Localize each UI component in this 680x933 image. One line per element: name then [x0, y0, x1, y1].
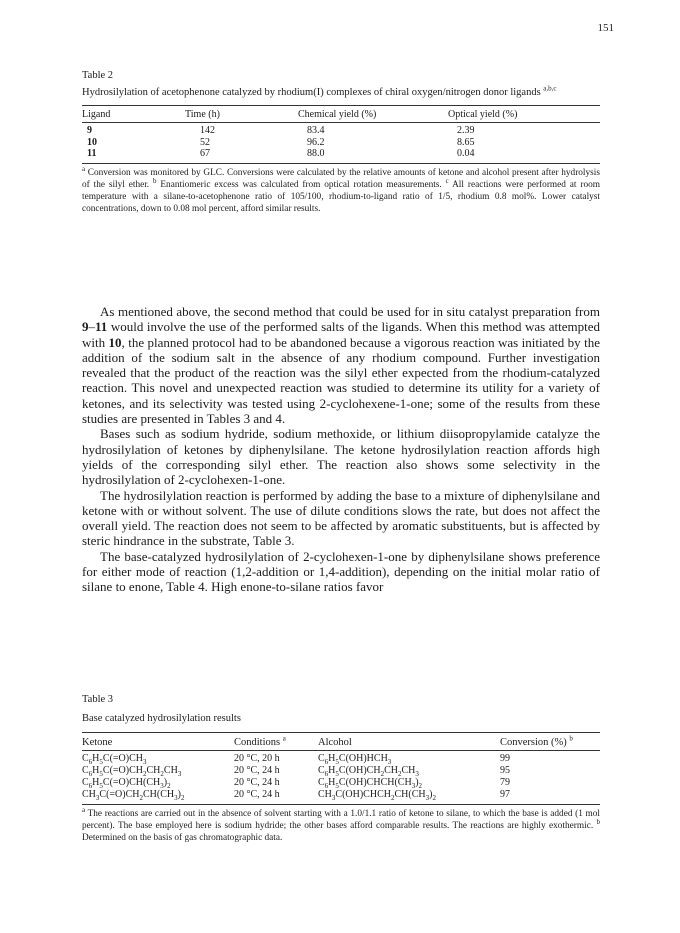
table-2	[82, 105, 600, 164]
table-3-header-alcohol: Alcohol	[318, 733, 500, 751]
table-row	[82, 137, 600, 149]
table-cell: 8.65	[457, 136, 475, 148]
table-2-header-time: Time (h)	[185, 106, 298, 123]
table-row	[82, 751, 600, 766]
table-cell: 96.2	[307, 136, 325, 148]
table-cell: 0.04	[457, 148, 475, 159]
table-2-header-chemical-yield: Chemical yield (%)	[298, 106, 448, 123]
table-cell: $C_6H_5C(OH)HCH_3$	[318, 753, 392, 766]
table-cell: 20 °C, 20 h	[234, 753, 280, 764]
table-3-block	[82, 694, 600, 844]
table-3-header-row	[82, 733, 600, 751]
table-cell: 11	[87, 148, 97, 159]
table-cell: $C_6H_5C(=O)CH(CH_3)_2$	[82, 777, 171, 790]
table-cell: 20 °C, 24 h	[234, 789, 280, 800]
table-2-label: Table 2	[82, 70, 114, 81]
table-cell: 2.39	[457, 125, 475, 136]
table-cell: 67	[200, 148, 210, 159]
table-2-header-optical-yield: Optical yield (%)	[448, 106, 600, 123]
table-2-block	[82, 70, 600, 215]
table-cell: 95	[500, 765, 510, 776]
table-3-header-conversion: Conversion (%) $^b$	[500, 733, 600, 751]
table-2-header-row	[82, 106, 600, 123]
table-2-footnote: $^a$ Conversion was monitored by GLC. Conversions were calculated by the relative amounts of ketone and alcohol present after hydrolysis of the silyl ether. $^b$ Enantiomeric excess was calculated from optical rotation measurements. $^c$ All reactions were performed at room temperature with a silane-to-acetophenone ratio of 105/100, rhodium-to-ligand ratio of 1/5, rhodium 0.8 mol%. Lower catalyst concentrations, down to 0.08 mol percent, afford similar results.	[82, 164, 600, 214]
table-cell: 20 °C, 24 h	[234, 765, 280, 776]
table-3-label: Table 3	[82, 694, 114, 705]
table-row	[82, 123, 600, 137]
table-cell: 83.4	[307, 125, 325, 136]
table-row	[82, 765, 600, 777]
table-3-header-conditions: Conditions $^a$	[234, 733, 318, 751]
table-2-header-ligand: Ligand	[82, 106, 185, 123]
table-cell: $CH_3C(=O)CH_2CH(CH_3)_2$	[82, 789, 185, 802]
table-cell: 52	[200, 136, 210, 148]
table-cell: $C_6H_5C(=O)CH_2CH_2CH_3$	[82, 765, 182, 778]
table-cell: $C_6H_5C(=O)CH_3$	[82, 753, 147, 766]
table-cell: 142	[200, 125, 215, 136]
table-3-header-ketone: Ketone	[82, 733, 234, 751]
table-cell: $CH_3C(OH)CHCH_2CH(CH_3)_2$	[318, 789, 436, 802]
table-3-title: Base catalyzed hydrosilylation results	[82, 713, 241, 724]
table-3-footnote: $^a$ The reactions are carried out in the absence of solvent starting with a 1.0/1.1 ratio of ketone to silane, to which the base is added (1 mol percent). The base employed here is sodium hydride; the other bases afford comparable results. The reactions are highly exothermic. $^b$ Determined on the basis of gas chromatographic data.	[82, 805, 600, 843]
table-row	[82, 789, 600, 805]
body-paragraph: The hydrosilylation reaction is performed by adding the base to a mixture of diphenylsilane and ketone with or without solvent. The use of dilute conditions slows the rate, but does not affect the overall yield. The reaction does not seem to be affected by aromatic substituents, but is affected by steric hindrance in the substrate, Table 3.	[82, 487, 600, 549]
body-text	[82, 304, 600, 595]
table-cell: 97	[500, 789, 510, 800]
table-cell: 20 °C, 24 h	[234, 777, 280, 788]
table-cell: 9	[87, 125, 92, 136]
table-cell: 10	[87, 136, 97, 148]
page-number: 151	[597, 22, 614, 34]
table-3	[82, 732, 600, 805]
body-paragraph: As mentioned above, the second method that could be used for in situ catalyst preparation from 9–11 would involve the use of the performed salts of the ligands. When this method was attempted with 10, the planned protocol had to be abandoned because a vigorous reaction was initiated by the addition of the sodium salt in the absence of any rhodium compound. Further investigation revealed that the product of the reaction was the silyl ether expected from the rhodium-catalyzed reaction. This novel and unexpected reaction was studied to determine its utility for a variety of ketones, and its selectivity was tested using 2-cyclohexene-1-one; some of the results from these studies are presented in Tables 3 and 4.	[82, 304, 600, 427]
table-2-title: Hydrosilylation of acetophenone catalyzed by rhodium(I) complexes of chiral oxygen/nitrogen donor ligands $^{a,b,c}$	[82, 84, 557, 98]
body-paragraph: The base-catalyzed hydrosilylation of 2-cyclohexen-1-one by diphenylsilane shows preference for either mode of reaction (1,2-addition or 1,4-addition), depending on the initial molar ratio of silane to enone, Table 4. High enone-to-silane ratios favor	[82, 548, 600, 595]
table-cell: 79	[500, 777, 510, 788]
table-cell: 88.0	[307, 148, 325, 159]
body-paragraph: Bases such as sodium hydride, sodium methoxide, or lithium diisopropylamide catalyze the hydrosilylation of ketones by diphenylsilane. The ketone hydrosilylation reaction affords high yields of the corresponding silyl ether. The reaction also shows some selectivity in the hydrosilylation of 2-cyclohexen-1-one.	[82, 426, 600, 488]
table-row	[82, 777, 600, 789]
table-cell: 99	[500, 753, 510, 764]
table-cell: $C_6H_5C(OH)CH_2CH_2CH_3$	[318, 765, 419, 778]
table-row	[82, 148, 600, 163]
table-cell: $C_6H_5C(OH)CHCH(CH_3)_2$	[318, 777, 423, 790]
